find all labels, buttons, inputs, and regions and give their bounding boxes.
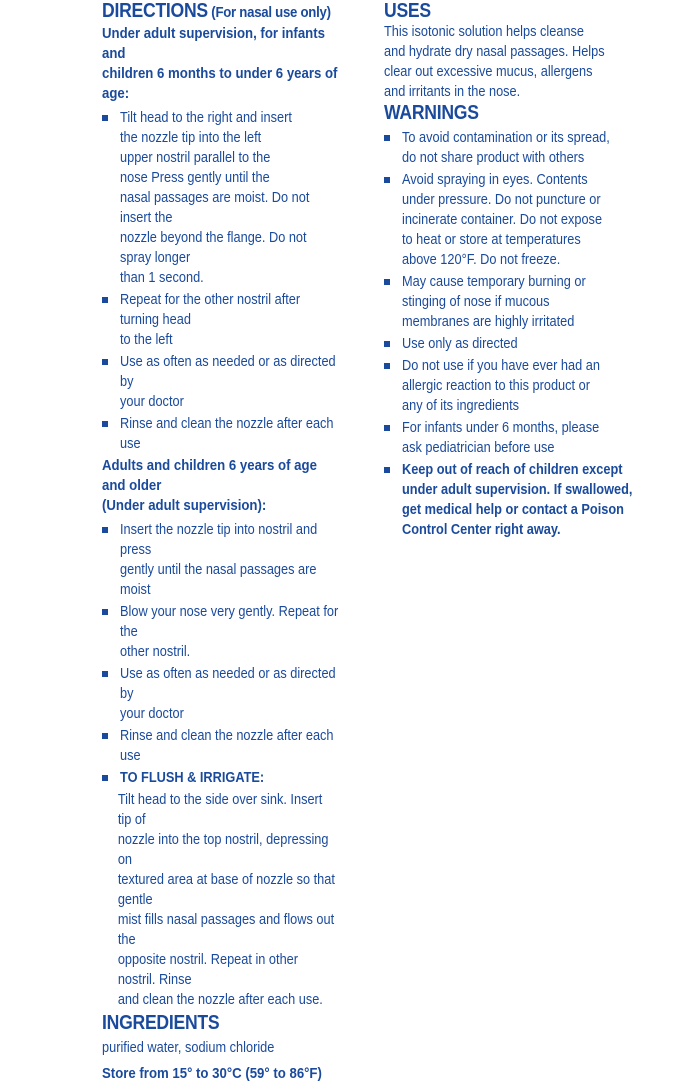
list-item: Repeat for the other nostril after turning head to the left bbox=[102, 290, 370, 350]
adult-heading: Adults and children 6 years of age and older (Under adult supervision): bbox=[102, 457, 317, 514]
bullet-icon bbox=[102, 297, 108, 303]
list-item-keep-out-of-reach: Keep out of reach of children except under adult supervision. If swallowed, get medical help or contact a Poison Control Center right away. bbox=[384, 460, 684, 540]
uses-heading: USES bbox=[384, 0, 431, 22]
list-item-flush: TO FLUSH & IRRIGATE: bbox=[102, 768, 370, 788]
bullet-icon bbox=[384, 279, 390, 285]
bullet-icon bbox=[384, 341, 390, 347]
list-item: Rinse and clean the nozzle after each use bbox=[102, 414, 370, 454]
bullet-icon bbox=[102, 527, 108, 533]
left-column bbox=[102, 0, 370, 1084]
flush-instructions: Tilt head to the side over sink. Insert tip of nozzle into the top nostril, depressing on textured area at base of nozzle so that gentle mist fills nasal passages and flows out the opposite nostril. Repeat in other nostril. Rinse and clean the nozzle after each use. bbox=[117, 792, 335, 1008]
bullet-icon bbox=[102, 671, 108, 677]
bullet-icon bbox=[384, 467, 390, 473]
list-item: May cause temporary burning or stinging of nose if mucous membranes are highly irritated bbox=[384, 272, 684, 332]
list-item: Use as often as needed or as directed by your doctor bbox=[102, 352, 370, 412]
bullet-icon bbox=[102, 359, 108, 365]
warnings-list bbox=[384, 128, 684, 540]
bullet-icon bbox=[384, 177, 390, 183]
list-item: Avoid spraying in eyes. Contents under pressure. Do not puncture or incinerate container. Do not expose to heat or store at temperatures above 120°F. Do not freeze. bbox=[384, 170, 684, 270]
warnings-heading: WARNINGS bbox=[384, 102, 479, 124]
bullet-icon bbox=[384, 425, 390, 431]
list-item: To avoid contamination or its spread, do not share product with others bbox=[384, 128, 684, 168]
bullet-icon bbox=[102, 775, 108, 781]
list-item: Do not use if you have ever had an allergic reaction to this product or any of its ingredients bbox=[384, 356, 684, 416]
storage-text: Store from 15° to 30°C (59° to 86°F) bbox=[102, 1065, 322, 1082]
directions-subtitle: (For nasal use only) bbox=[207, 4, 331, 21]
list-item: Tilt head to the right and insert the nozzle tip into the left upper nostril parallel to the nose Press gently until the nasal passages are moist. Do not insert the nozzle beyond the flange. Do not spray longer than 1 second. bbox=[102, 108, 370, 288]
ingredients-heading: INGREDIENTS bbox=[102, 1012, 220, 1034]
infant-heading: Under adult supervision, for infants and children 6 months to under 6 years of age: bbox=[102, 25, 338, 102]
right-column bbox=[384, 0, 684, 542]
uses-text: This isotonic solution helps cleanse and hydrate dry nasal passages. Helps clear out excessive mucus, allergens and irritants in the nose. bbox=[384, 24, 605, 100]
list-item: Use as often as needed or as directed by your doctor bbox=[102, 664, 370, 724]
infant-directions-list bbox=[102, 108, 370, 454]
ingredients-text: purified water, sodium chloride bbox=[102, 1040, 275, 1056]
list-item: Insert the nozzle tip into nostril and press gently until the nasal passages are moist bbox=[102, 520, 370, 600]
bullet-icon bbox=[102, 609, 108, 615]
bullet-icon bbox=[102, 115, 108, 121]
bullet-icon bbox=[384, 135, 390, 141]
list-item: Blow your nose very gently. Repeat for the other nostril. bbox=[102, 602, 370, 662]
directions-heading: DIRECTIONS (For nasal use only) bbox=[102, 0, 331, 22]
bullet-icon bbox=[102, 421, 108, 427]
list-item: Use only as directed bbox=[384, 334, 684, 354]
adult-directions-list bbox=[102, 520, 370, 788]
list-item: For infants under 6 months, please ask pediatrician before use bbox=[384, 418, 684, 458]
bullet-icon bbox=[102, 733, 108, 739]
list-item: Rinse and clean the nozzle after each use bbox=[102, 726, 370, 766]
bullet-icon bbox=[384, 363, 390, 369]
